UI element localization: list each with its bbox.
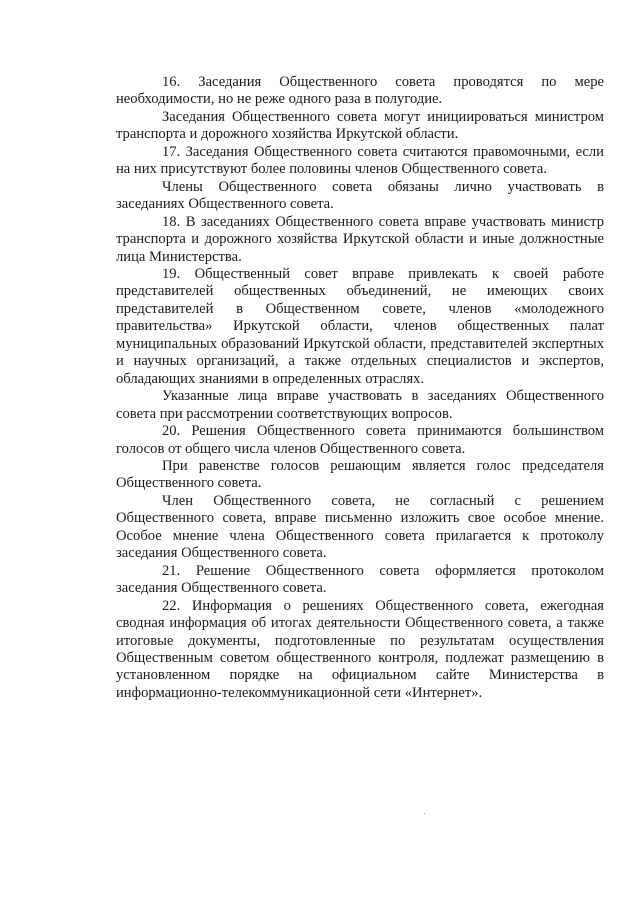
- paragraph-16-initiation: Заседания Общественного совета могут инициироваться министром транспорта и дорожного хозяйства Иркутской области.: [116, 108, 604, 143]
- paragraph-16: 16. Заседания Общественного совета проводятся по мере необходимости, но не реже одного раза в полугодие.: [116, 74, 604, 108]
- paragraph-18: 18. В заседаниях Общественного совета вправе участвовать министр транспорта и дорожного хозяйства Иркутской области и иные должностные лица Министерства.: [116, 213, 604, 265]
- paragraph-17-members: Члены Общественного совета обязаны лично участвовать в заседаниях Общественного совета.: [116, 178, 604, 213]
- paragraph-19: 19. Общественный совет вправе привлекать к своей работе представителей общественных объединений, не имеющих своих представителей в Общественном совете, членов «молодежного правительства» Иркутской области, членов общественных палат муниципальных образований Иркутской области, представителей экспертных и научных организаций, а также отдельных специалистов и экспертов, обладающих знаниями в определенных отраслях.: [116, 265, 604, 387]
- paragraph-19-persons: Указанные лица вправе участвовать в заседаниях Общественного совета при рассмотрении соответствующих вопросов.: [116, 388, 604, 422]
- paragraph-17: 17. Заседания Общественного совета считаются правомочными, если на них присутствуют более половины членов Общественного совета.: [116, 143, 604, 178]
- paragraph-20-dissent: Член Общественного совета, не согласный с решением Общественного совета, вправе письменно изложить свое особое мнение. Особое мнение члена Общественного совета прилагается к протоколу заседания Общественного совета.: [116, 492, 604, 562]
- paragraph-21: 21. Решение Общественного совета оформляется протоколом заседания Общественного совета.: [116, 562, 604, 597]
- document-body: [116, 74, 604, 702]
- scan-speck: [424, 813, 425, 814]
- paragraph-20: 20. Решения Общественного совета принимаются большинством голосов от общего числа членов Общественного совета.: [116, 423, 604, 457]
- paragraph-20-tie: При равенстве голосов решающим является голос председателя Общественного совета.: [116, 457, 604, 492]
- paragraph-22: 22. Информация о решениях Общественного совета, ежегодная сводная информация об итогах деятельности Общественного совета, а также итоговые документы, подготовленные по результатам осуществления Общественным советом общественного контроля, подлежат размещению в установленном порядке на официальном сайте Министерства в информационно-телекоммуникационной сети «Интернет».: [116, 597, 604, 701]
